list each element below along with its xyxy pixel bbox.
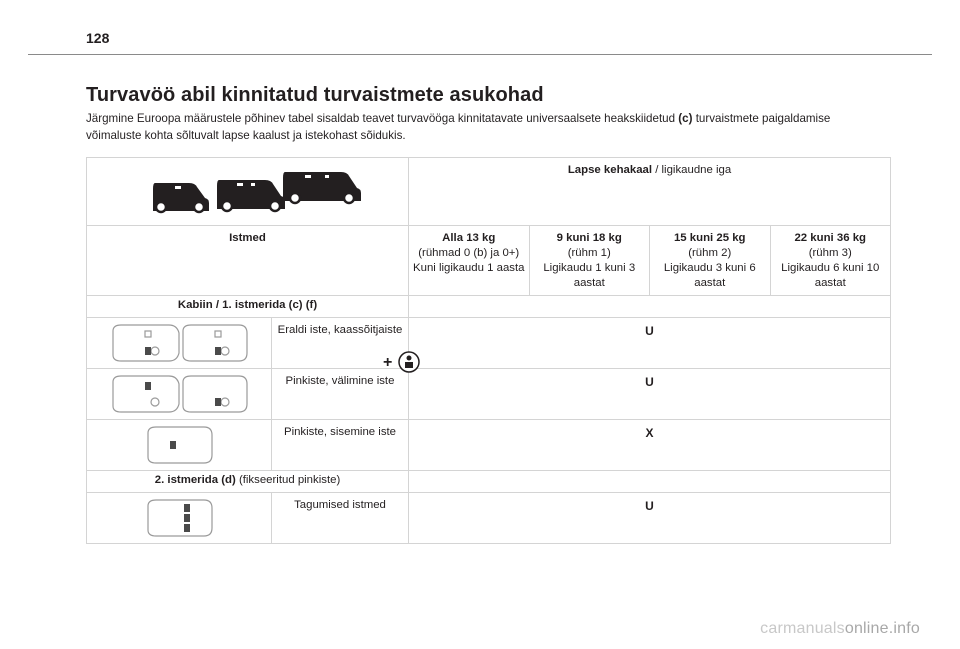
weight-3: 22 kuni 36 kg bbox=[794, 232, 867, 244]
group-1: (rühm 1) bbox=[567, 247, 611, 259]
intro-text-2: turvaistmete paigaldamise võimaluste kohta sõltuvalt lapse kaalust ja istekohast sõidukis. bbox=[86, 112, 831, 142]
top-rule bbox=[28, 54, 932, 55]
child-seat-icon bbox=[383, 350, 423, 374]
seat-layout-cell bbox=[87, 369, 272, 420]
van-icon bbox=[87, 158, 407, 225]
seat-table bbox=[86, 157, 891, 544]
seat-layout-cell bbox=[87, 420, 272, 471]
weight-column-2 bbox=[650, 226, 771, 296]
weight-1: 9 kuni 18 kg bbox=[556, 232, 622, 244]
weight-header bbox=[409, 158, 891, 226]
intro-paragraph bbox=[86, 110, 886, 144]
intro-bold: (c) bbox=[678, 112, 693, 125]
seat-value-1: U bbox=[409, 369, 891, 420]
weight-0: Alla 13 kg bbox=[442, 232, 496, 244]
seat-layout-cell bbox=[87, 318, 272, 369]
seat-layout-icon bbox=[144, 498, 214, 538]
age-0: Kuni ligikaudu 1 aasta bbox=[413, 262, 525, 274]
section-row-2-empty bbox=[409, 471, 891, 493]
section-row-1-empty bbox=[409, 296, 891, 318]
seat-layout-icon bbox=[109, 323, 249, 363]
weight-column-3 bbox=[770, 226, 891, 296]
age-1: Ligikaudu 1 kuni 3 aastat bbox=[543, 262, 636, 289]
age-3: Ligikaudu 6 kuni 10 aastat bbox=[781, 262, 880, 289]
watermark bbox=[760, 620, 920, 638]
section-row-2-rest: (fikseeritud pinkiste) bbox=[235, 474, 341, 486]
weight-column-0 bbox=[409, 226, 530, 296]
seat-label-0: Eraldi iste, kaassõitjaiste bbox=[272, 318, 409, 369]
intro-text-1: Järgmine Euroopa määrustele põhinev tabel sisaldab teavet turvavööga kinnitatavate universaalsete heakskiidetud bbox=[86, 112, 679, 125]
weight-header-bold: Lapse kehakaal bbox=[567, 164, 653, 176]
seat-value-0: U bbox=[409, 318, 891, 369]
page-title: Turvavöö abil kinnitatud turvaistmete asukohad bbox=[86, 84, 544, 106]
seat-layout-cell bbox=[87, 493, 272, 544]
seat-label-2: Pinkiste, sisemine iste bbox=[272, 420, 409, 471]
seat-label-3: Tagumised istmed bbox=[272, 493, 409, 544]
weight-header-rest: / ligikaudne iga bbox=[652, 164, 732, 176]
section-row-1: Kabiin / 1. istmerida (c) (f) bbox=[87, 296, 409, 318]
weight-column-1 bbox=[529, 226, 650, 296]
section-row-2-bold: 2. istmerida (d) bbox=[154, 474, 236, 486]
seats-label: Istmed bbox=[87, 226, 409, 296]
group-0: (rühmad 0 (b) ja 0+) bbox=[418, 247, 520, 259]
group-3: (rühm 3) bbox=[808, 247, 852, 259]
seat-value-2: X bbox=[409, 420, 891, 471]
section-row-2 bbox=[87, 471, 409, 493]
page-number: 128 bbox=[86, 30, 110, 46]
weight-2: 15 kuni 25 kg bbox=[673, 232, 746, 244]
seat-layout-icon bbox=[144, 425, 214, 465]
seat-layout-icon bbox=[109, 374, 249, 414]
age-2: Ligikaudu 3 kuni 6 aastat bbox=[663, 262, 756, 289]
seat-label-1: Pinkiste, välimine iste bbox=[272, 369, 409, 420]
group-2: (rühm 2) bbox=[688, 247, 732, 259]
svg-text:+: + bbox=[382, 353, 392, 371]
watermark-part-a: carmanuals bbox=[760, 620, 845, 637]
watermark-part-b: online.info bbox=[844, 620, 920, 637]
seat-value-3: U bbox=[409, 493, 891, 544]
